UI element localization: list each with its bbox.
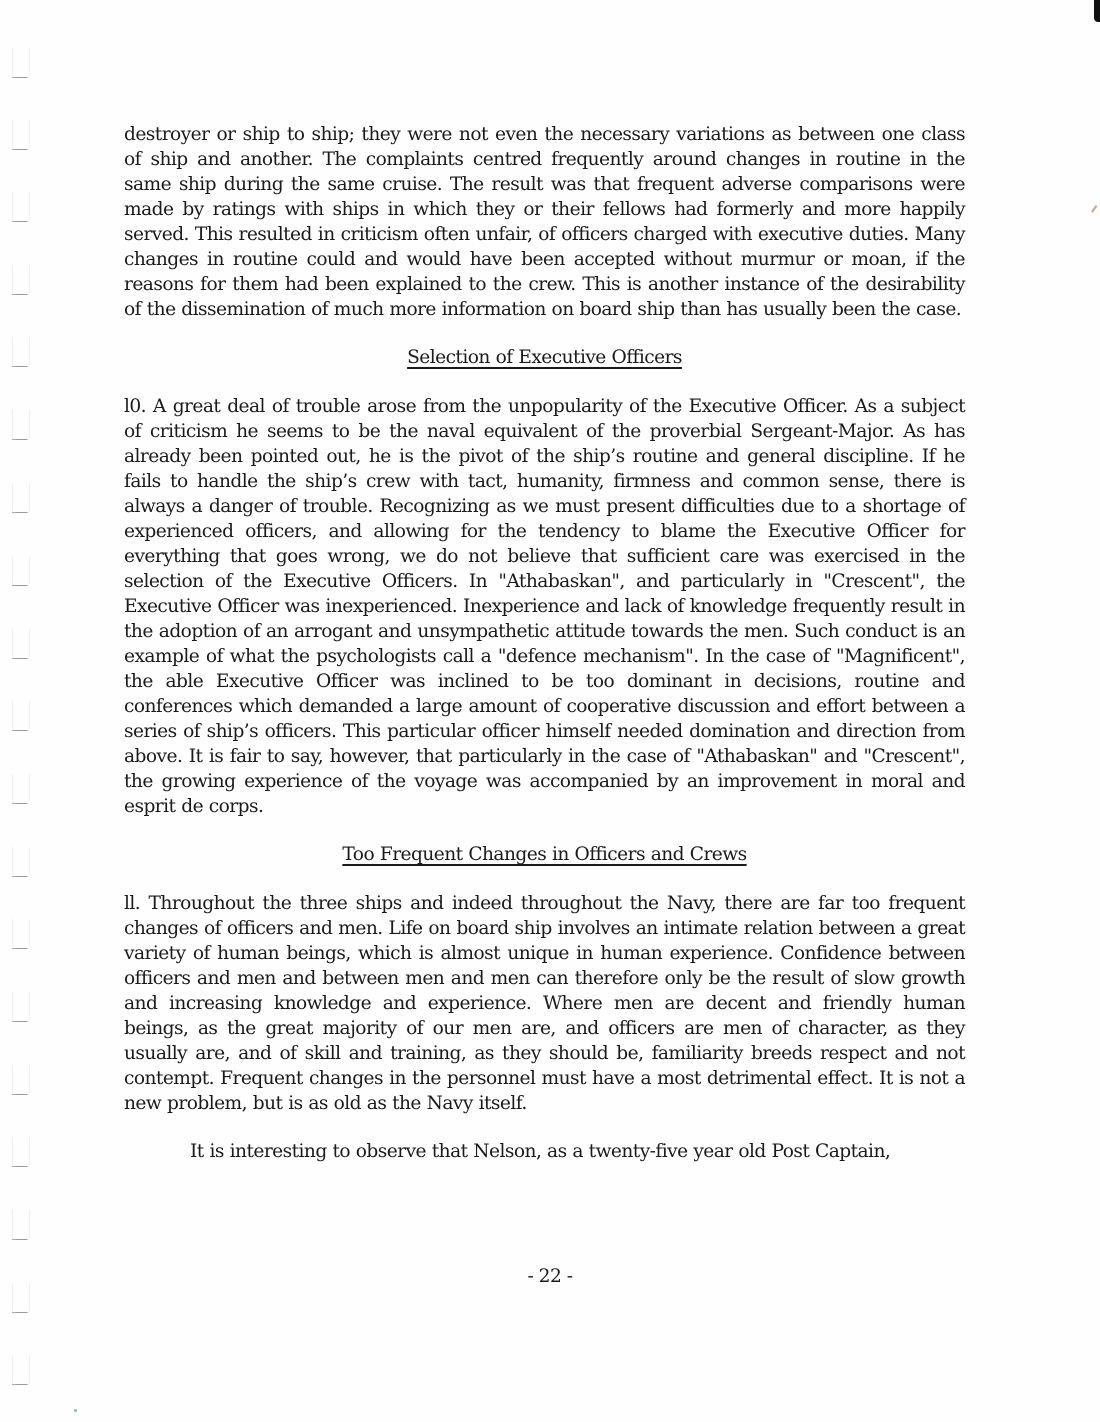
binding-hole-mark [12, 658, 28, 659]
binding-hole-mark [12, 1384, 28, 1385]
stray-pen-mark [1091, 205, 1097, 212]
binding-hole-mark [12, 439, 28, 440]
document-body [124, 122, 965, 1164]
binding-hole-mark [12, 77, 28, 78]
binding-hole-mark [12, 1094, 28, 1095]
scan-corner-mark [1094, 0, 1100, 22]
binding-hole-mark [12, 366, 28, 367]
binding-hole-mark [12, 1166, 28, 1167]
section-heading-text: Selection of Executive Officers [407, 347, 682, 368]
section-heading-text: Too Frequent Changes in Officers and Crews [342, 844, 747, 865]
continued-paragraph: destroyer or ship to ship; they were not even the necessary variations as between one class of ship and another. The complaints centred frequently around changes in routine in the same ship during the same cruise. The result was that frequent adverse comparisons were made by ratings with ships in which they or their fellows had formerly and more happily served. This resulted in criticism often unfair, of officers charged with executive duties. Many changes in routine could and would have been accepted without murmur or moan, if the reasons for them had been explained to the crew. This is another instance of the desirability of the dissemination of much more information on board ship than has usually been the case. [124, 124, 965, 320]
page-number: - 22 - [527, 1266, 573, 1287]
binding-hole-mark [12, 730, 28, 731]
binding-hole-mark [12, 1239, 28, 1240]
binding-hole-mark [12, 876, 28, 877]
paragraph-11: ll. Throughout the three ships and indeed throughout the Navy, there are far too frequent changes of officers and men. Life on board ship involves an intimate relation between a great variety of human beings, which is almost unique in human experience. Confidence between officers and men and between men and men can therefore only be the result of slow growth and increasing knowledge and experience. Where men are decent and friendly human beings, as the great majority of our men are, and officers are men of character, as they usually are, and of skill and training, as they should be, familiarity breeds respect and not contempt. Frequent changes in the personnel must have a most detrimental effect. It is not a new problem, but is as old as the Navy itself. [124, 893, 965, 1114]
binding-hole-mark [12, 294, 28, 295]
section-heading-too-frequent-changes [124, 842, 965, 867]
binding-hole-mark [12, 1021, 28, 1022]
binding-hole-mark [12, 803, 28, 804]
binding-hole-mark [12, 512, 28, 513]
closing-paragraph: It is interesting to observe that Nelson, as a twenty-five year old Post Captain, [190, 1141, 891, 1162]
stray-dot-mark [74, 1409, 77, 1412]
paragraph-10: l0. A great deal of trouble arose from the unpopularity of the Executive Officer. As a subject of criticism he seems to be the naval equivalent of the proverbial Sergeant-Major. As has already been pointed out, he is the pivot of the ship’s routine and general discipline. If he fails to handle the ship’s crew with tact, humanity, firmness and common sense, there is always a danger of trouble. Recognizing as we must present difficulties due to a shortage of experienced officers, and allowing for the tendency to blame the Executive Officer for everything that goes wrong, we do not believe that sufficient care was exercised in the selection of the Executive Officers. In "Athabaskan", and particularly in "Crescent", the Executive Officer was inexperienced. Inexperience and lack of knowledge frequently result in the adoption of an arrogant and unsympathetic attitude towards the men. Such conduct is an example of what the psychologists call a "defence mechanism". In the case of "Magnificent", the able Executive Officer was inclined to be too dominant in decisions, routine and conferences which demanded a large amount of cooperative discussion and effort between a series of ship’s officers. This particular officer himself needed domination and direction from above. It is fair to say, however, that particularly in the case of "Athabaskan" and "Crescent", the growing experience of the voyage was accompanied by an improvement in moral and esprit de corps. [124, 396, 965, 817]
binding-hole-mark [12, 948, 28, 949]
binding-hole-mark [12, 585, 28, 586]
section-heading-selection-of-executive-officers [124, 345, 965, 370]
binding-hole-mark [12, 1312, 28, 1313]
binding-hole-mark [12, 149, 28, 150]
binding-hole-mark [12, 221, 28, 222]
